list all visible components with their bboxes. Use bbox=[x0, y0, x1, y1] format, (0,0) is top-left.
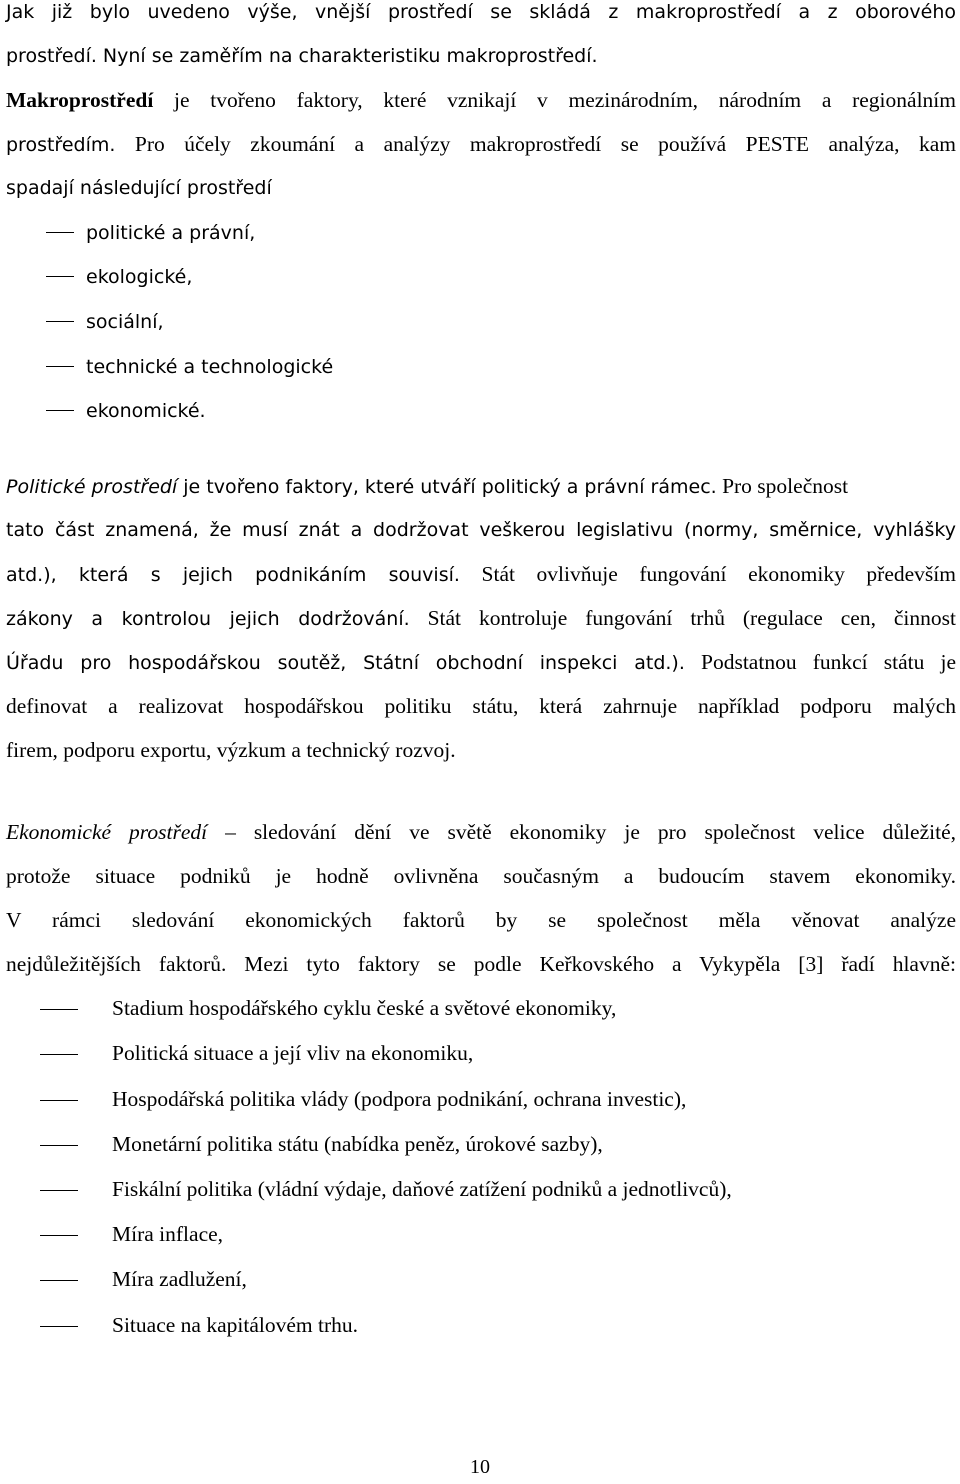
dash-bullet-icon bbox=[46, 232, 74, 233]
politicke-line-1-b: Pro společnost bbox=[716, 474, 849, 498]
dash-bullet-icon bbox=[40, 1100, 78, 1101]
dash-bullet-icon bbox=[46, 410, 74, 411]
list-item bbox=[40, 1303, 940, 1347]
list-item-label: Hospodářská politika vlády (podpora podnikání, ochrana investic), bbox=[112, 1087, 687, 1111]
intro-line-3-text: je tvořeno faktory, které vznikají v mezinárodním, národním a regionálním bbox=[153, 88, 956, 112]
list-item bbox=[46, 255, 192, 299]
ekonomicke-line-1-text: – sledování dění ve světě ekonomiky je pro společnost velice důležité, bbox=[207, 820, 956, 844]
ekonomicke-line-3: V rámci sledování ekonomických faktorů by se společnost měla věnovat analýze bbox=[6, 908, 956, 932]
list-item bbox=[46, 211, 255, 255]
politicke-line-4-a: zákony a kontrolou jejich dodržování. bbox=[6, 608, 410, 630]
dash-bullet-icon bbox=[40, 1235, 78, 1236]
politicke-line-6: definovat a realizovat hospodářskou politiku státu, která zahrnuje například podporu malých bbox=[6, 694, 956, 718]
politicke-line-7: firem, podporu exportu, výzkum a technický rozvoj. bbox=[6, 738, 456, 762]
intro-line-1: Jak již bylo uvedeno výše, vnější prostředí se skládá z makroprostředí a z oborového bbox=[6, 1, 956, 23]
list-item bbox=[40, 1167, 940, 1211]
politicke-line-3-b: Stát ovlivňuje fungování ekonomiky především bbox=[459, 562, 956, 586]
politicke-line-2: tato část znamená, že musí znát a dodržovat veškerou legislativu (normy, směrnice, vyhlášky bbox=[6, 519, 956, 541]
list-item bbox=[40, 1212, 940, 1256]
dash-bullet-icon bbox=[40, 1009, 78, 1010]
dash-bullet-icon bbox=[40, 1190, 78, 1191]
ekonomicke-paragraph bbox=[6, 810, 956, 986]
politicke-line-4 bbox=[6, 596, 956, 640]
politicke-line-5-b: Podstatnou funkcí státu je bbox=[684, 650, 956, 674]
list-item-label: Míra inflace, bbox=[112, 1222, 224, 1246]
list-item-label: ekonomické. bbox=[86, 400, 206, 422]
dash-bullet-icon bbox=[40, 1280, 78, 1281]
intro-line-3 bbox=[6, 78, 956, 122]
politicke-line-5-a: Úřadu pro hospodářskou soutěž, Státní obchodní inspekci atd.). bbox=[6, 652, 685, 674]
list-item-label: Situace na kapitálovém trhu. bbox=[112, 1313, 358, 1337]
politicke-paragraph bbox=[6, 464, 956, 772]
list-item-label: technické a technologické bbox=[86, 356, 334, 378]
list-item bbox=[40, 1257, 940, 1301]
ekonomicke-line-2: protože situace podniků je hodně ovlivněna současným a budoucím stavem ekonomiky. bbox=[6, 864, 956, 888]
politicke-line-1-text: je tvořeno faktory, které utváří politický a právní rámec. bbox=[177, 476, 717, 498]
list-item bbox=[40, 1122, 940, 1166]
politicke-line-4-b: Stát kontroluje fungování trhů (regulace cen, činnost bbox=[409, 606, 956, 630]
intro-line-4 bbox=[6, 122, 956, 166]
politicke-term: Politické prostředí bbox=[6, 476, 178, 498]
ekonomicke-line-1 bbox=[6, 810, 956, 854]
politicke-line-5 bbox=[6, 640, 956, 684]
intro-line-4-a: prostředím. bbox=[6, 134, 116, 156]
list-item bbox=[46, 389, 206, 433]
list-item-label: Politická situace a její vliv na ekonomiku, bbox=[112, 1041, 474, 1065]
dash-bullet-icon bbox=[40, 1145, 78, 1146]
list-item bbox=[46, 345, 333, 389]
list-item bbox=[40, 986, 940, 1030]
list-item-label: politické a právní, bbox=[86, 222, 256, 244]
list-item-label: ekologické, bbox=[86, 266, 193, 288]
dash-bullet-icon bbox=[46, 366, 74, 367]
politicke-line-3-a: atd.), která s jejich podnikáním souvisí. bbox=[6, 564, 460, 586]
list-item-label: sociální, bbox=[86, 311, 164, 333]
dash-bullet-icon bbox=[46, 276, 74, 277]
list-item-label: Monetární politika státu (nabídka peněz, úrokové sazby), bbox=[112, 1132, 603, 1156]
list-item-label: Stadium hospodářského cyklu české a světové ekonomiky, bbox=[112, 996, 617, 1020]
dash-bullet-icon bbox=[40, 1326, 78, 1327]
list-item-label: Míra zadlužení, bbox=[112, 1267, 247, 1291]
dash-bullet-icon bbox=[40, 1054, 78, 1055]
intro-line-5: spadají následující prostředí bbox=[6, 177, 272, 199]
ekonomicke-term: Ekonomické prostředí bbox=[6, 820, 208, 844]
intro-line-4-b: Pro účely zkoumání a analýzy makroprostředí se používá PESTE analýza, kam bbox=[115, 132, 956, 156]
dash-bullet-icon bbox=[46, 321, 74, 322]
politicke-line-1 bbox=[6, 464, 956, 508]
page-number: 10 bbox=[470, 1456, 490, 1478]
ekonomicke-line-4: nejdůležitějších faktorů. Mezi tyto faktory se podle Keřkovského a Vykypěla [3] řadí hlavně: bbox=[6, 952, 956, 976]
list-item bbox=[40, 1077, 940, 1121]
list-item bbox=[46, 300, 164, 344]
intro-paragraph bbox=[6, 0, 956, 210]
politicke-line-3 bbox=[6, 552, 956, 596]
list-item bbox=[40, 1031, 940, 1075]
makroprostredi-term: Makroprostředí bbox=[6, 88, 154, 112]
intro-line-2: prostředí. Nyní se zaměřím na charakteristiku makroprostředí. bbox=[6, 45, 598, 67]
list-item-label: Fiskální politika (vládní výdaje, daňové zatížení podniků a jednotlivců), bbox=[112, 1177, 732, 1201]
